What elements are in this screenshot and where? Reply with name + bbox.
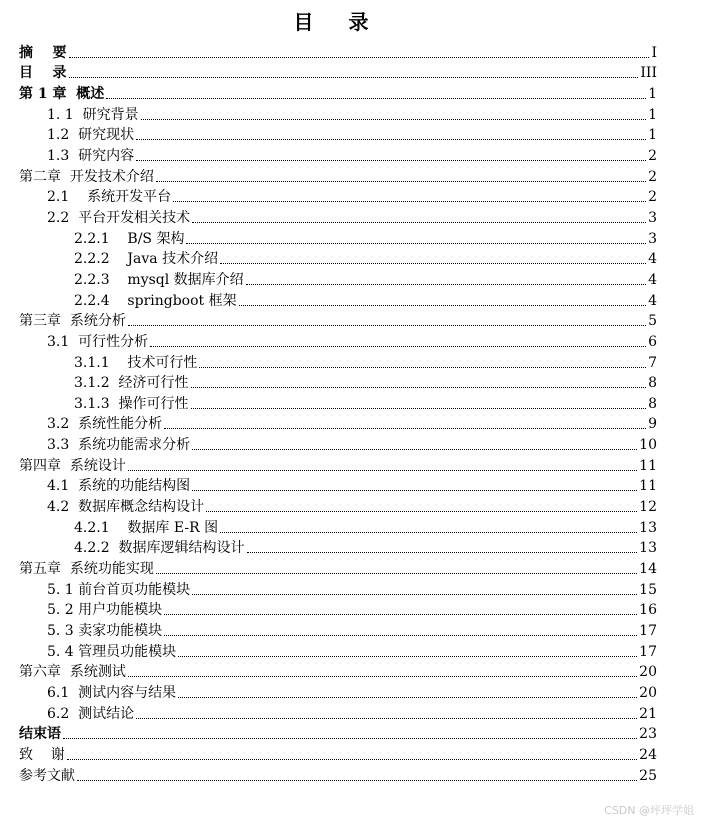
dot-leader	[192, 489, 637, 491]
toc-entry-page-number: 2	[648, 189, 657, 206]
toc-entry-label: 3.3 系统功能需求分析	[47, 437, 191, 454]
toc-entry-label: 5. 1 前台首页功能模块	[47, 581, 191, 598]
toc-entry-page-number: 20	[639, 664, 657, 681]
dot-leader	[164, 634, 637, 636]
toc-entry[interactable]	[19, 701, 657, 722]
toc-entry-label: 6.2 测试结论	[47, 705, 135, 722]
toc-entry-page-number: 2	[648, 147, 657, 164]
toc-entry[interactable]	[19, 432, 657, 453]
dot-leader	[63, 737, 637, 739]
toc-entry-label: 第五章 系统功能实现	[19, 561, 154, 578]
toc-entry-label: 第四章 系统设计	[19, 457, 126, 474]
toc-entry[interactable]	[19, 247, 657, 268]
toc-entry-label: 1. 1 研究背景	[47, 106, 139, 123]
dot-leader	[69, 56, 650, 58]
toc-entry-label: 4.2 数据库概念结构设计	[47, 499, 205, 516]
toc-entry[interactable]	[19, 391, 657, 412]
toc-entry-label: 第二章 开发技术介绍	[19, 168, 154, 185]
dot-leader	[192, 593, 637, 595]
table-of-contents	[19, 40, 657, 784]
dot-leader	[67, 758, 637, 760]
toc-entry-page-number: 12	[639, 499, 657, 516]
dot-leader	[128, 324, 646, 326]
toc-entry-label: 第 1 章 概述	[19, 85, 105, 102]
toc-entry[interactable]	[19, 412, 657, 433]
toc-entry[interactable]	[19, 536, 657, 557]
toc-entry-label: 参考文献	[19, 767, 75, 784]
toc-entry-label: 2.2 平台开发相关技术	[47, 209, 191, 226]
toc-entry-page-number: 10	[639, 437, 657, 454]
toc-entry-label: 4.1 系统的功能结构图	[47, 478, 191, 495]
toc-entry-page-number: 8	[648, 375, 657, 392]
toc-entry[interactable]	[19, 742, 657, 763]
toc-entry[interactable]	[19, 288, 657, 309]
dot-leader	[192, 221, 646, 223]
dot-leader	[220, 531, 637, 533]
dot-leader	[199, 366, 646, 368]
toc-entry-label: 3.1.1 技术可行性	[74, 354, 198, 371]
dot-leader	[150, 345, 646, 347]
toc-entry-label: 3.2 系统性能分析	[47, 416, 163, 433]
toc-entry[interactable]	[19, 164, 657, 185]
toc-entry[interactable]	[19, 453, 657, 474]
toc-entry-page-number: 11	[639, 478, 657, 495]
dot-leader	[136, 138, 646, 140]
toc-entry-label: 3.1.2 经济可行性	[74, 375, 189, 392]
toc-entry-label: 2.2.3 mysql 数据库介绍	[74, 271, 244, 288]
toc-entry[interactable]	[19, 556, 657, 577]
toc-entry-page-number: 15	[639, 581, 657, 598]
toc-entry-page-number: 8	[648, 395, 657, 412]
toc-entry-page-number: 4	[648, 271, 657, 288]
toc-entry[interactable]	[19, 329, 657, 350]
toc-entry-label: 目 录	[19, 65, 67, 82]
toc-entry-label: 2.1 系统开发平台	[47, 189, 172, 206]
dot-leader	[141, 118, 646, 120]
dot-leader	[136, 159, 646, 161]
toc-entry-page-number: 3	[648, 209, 657, 226]
toc-entry-label: 2.2.2 Java 技术介绍	[74, 251, 219, 268]
dot-leader	[192, 448, 637, 450]
toc-entry-label: 结束语	[19, 726, 61, 743]
toc-entry[interactable]	[19, 102, 657, 123]
toc-entry[interactable]	[19, 350, 657, 371]
toc-entry-label: 5. 4 管理员功能模块	[47, 643, 177, 660]
toc-entry-page-number: 4	[648, 292, 657, 309]
toc-entry-page-number: III	[640, 65, 657, 82]
dot-leader	[128, 469, 637, 471]
toc-entry-label: 第六章 系统测试	[19, 664, 126, 681]
dot-leader	[136, 717, 637, 719]
toc-entry-page-number: 3	[648, 230, 657, 247]
toc-entry-page-number: 20	[639, 685, 657, 701]
toc-entry-label: 4.2.1 数据库 E-R 图	[74, 519, 219, 536]
dot-leader	[69, 76, 639, 78]
toc-entry[interactable]	[19, 40, 657, 61]
toc-entry-page-number: 1	[648, 85, 657, 102]
toc-entry[interactable]	[19, 143, 657, 164]
toc-entry-page-number: 4	[648, 251, 657, 268]
toc-entry[interactable]	[19, 185, 657, 206]
dot-leader	[191, 407, 647, 409]
toc-entry-page-number: 17	[639, 623, 657, 640]
toc-entry[interactable]	[19, 639, 657, 660]
dot-leader	[178, 655, 637, 657]
toc-entry-label: 4.2.2 数据库逻辑结构设计	[74, 540, 245, 557]
toc-entry-page-number: 25	[639, 767, 657, 784]
dot-leader	[247, 551, 638, 553]
toc-entry[interactable]	[19, 267, 657, 288]
toc-entry-label: 3.1 可行性分析	[47, 333, 149, 350]
toc-entry-page-number: 16	[639, 602, 657, 619]
toc-entry-page-number: I	[651, 44, 657, 61]
toc-entry-page-number: 7	[648, 354, 657, 371]
toc-entry-label: 6.1 测试内容与结果	[47, 685, 177, 701]
dot-leader	[77, 779, 637, 781]
toc-entry-page-number: 13	[639, 540, 657, 557]
page-title: 目 录	[293, 10, 383, 34]
toc-entry-label: 3.1.3 操作可行性	[74, 395, 189, 412]
dot-leader	[156, 180, 646, 182]
toc-entry-label: 5. 3 卖家功能模块	[47, 623, 163, 640]
toc-entry-page-number: 21	[639, 705, 657, 722]
toc-entry[interactable]	[19, 618, 657, 639]
toc-entry-label: 5. 2 用户功能模块	[47, 602, 163, 619]
toc-entry[interactable]	[19, 61, 657, 82]
toc-entry-label: 致 谢	[19, 746, 65, 763]
toc-entry-label: 摘 要	[19, 44, 67, 61]
dot-leader	[220, 262, 646, 264]
toc-entry[interactable]	[19, 763, 657, 784]
toc-entry[interactable]	[19, 123, 657, 144]
dot-leader	[106, 97, 646, 99]
watermark: CSDN @坪坪学姐	[604, 804, 694, 817]
toc-entry-label: 2.2.4 springboot 框架	[74, 292, 237, 309]
toc-entry[interactable]	[19, 598, 657, 619]
toc-entry[interactable]	[19, 494, 657, 515]
toc-entry-page-number: 24	[639, 746, 657, 763]
dot-leader	[186, 242, 646, 244]
toc-entry[interactable]	[19, 722, 657, 743]
toc-entry[interactable]	[19, 577, 657, 598]
toc-entry[interactable]	[19, 205, 657, 226]
dot-leader	[164, 427, 646, 429]
toc-entry[interactable]	[19, 309, 657, 330]
toc-entry-page-number: 9	[648, 416, 657, 433]
toc-entry[interactable]	[19, 515, 657, 536]
toc-entry-page-number: 6	[648, 333, 657, 350]
dot-leader	[173, 200, 646, 202]
toc-entry-page-number: 11	[639, 457, 657, 474]
toc-entry[interactable]	[19, 474, 657, 495]
toc-entry-page-number: 23	[639, 726, 657, 743]
dot-leader	[164, 613, 637, 615]
toc-entry-page-number: 13	[639, 519, 657, 536]
dot-leader	[128, 675, 637, 677]
toc-entry[interactable]	[19, 226, 657, 247]
dot-leader	[206, 510, 637, 512]
toc-entry-page-number: 17	[639, 643, 657, 660]
toc-entry-page-number: 14	[639, 561, 657, 578]
dot-leader	[246, 283, 646, 285]
toc-entry-page-number: 1	[648, 127, 657, 144]
toc-entry-label: 1.3 研究内容	[47, 147, 135, 164]
toc-entry-page-number: 1	[648, 106, 657, 123]
dot-leader	[178, 696, 637, 698]
toc-entry-page-number: 2	[648, 168, 657, 185]
toc-entry[interactable]	[19, 81, 657, 102]
toc-entry[interactable]	[19, 660, 657, 681]
toc-entry-label: 第三章 系统分析	[19, 313, 126, 330]
toc-entry-label: 2.2.1 B/S 架构	[74, 230, 185, 247]
toc-entry[interactable]	[19, 371, 657, 392]
dot-leader	[191, 386, 647, 388]
toc-entry[interactable]	[19, 680, 657, 701]
dot-leader	[239, 304, 646, 306]
dot-leader	[156, 572, 637, 574]
toc-entry-page-number: 5	[648, 313, 657, 330]
toc-entry-label: 1.2 研究现状	[47, 127, 135, 144]
